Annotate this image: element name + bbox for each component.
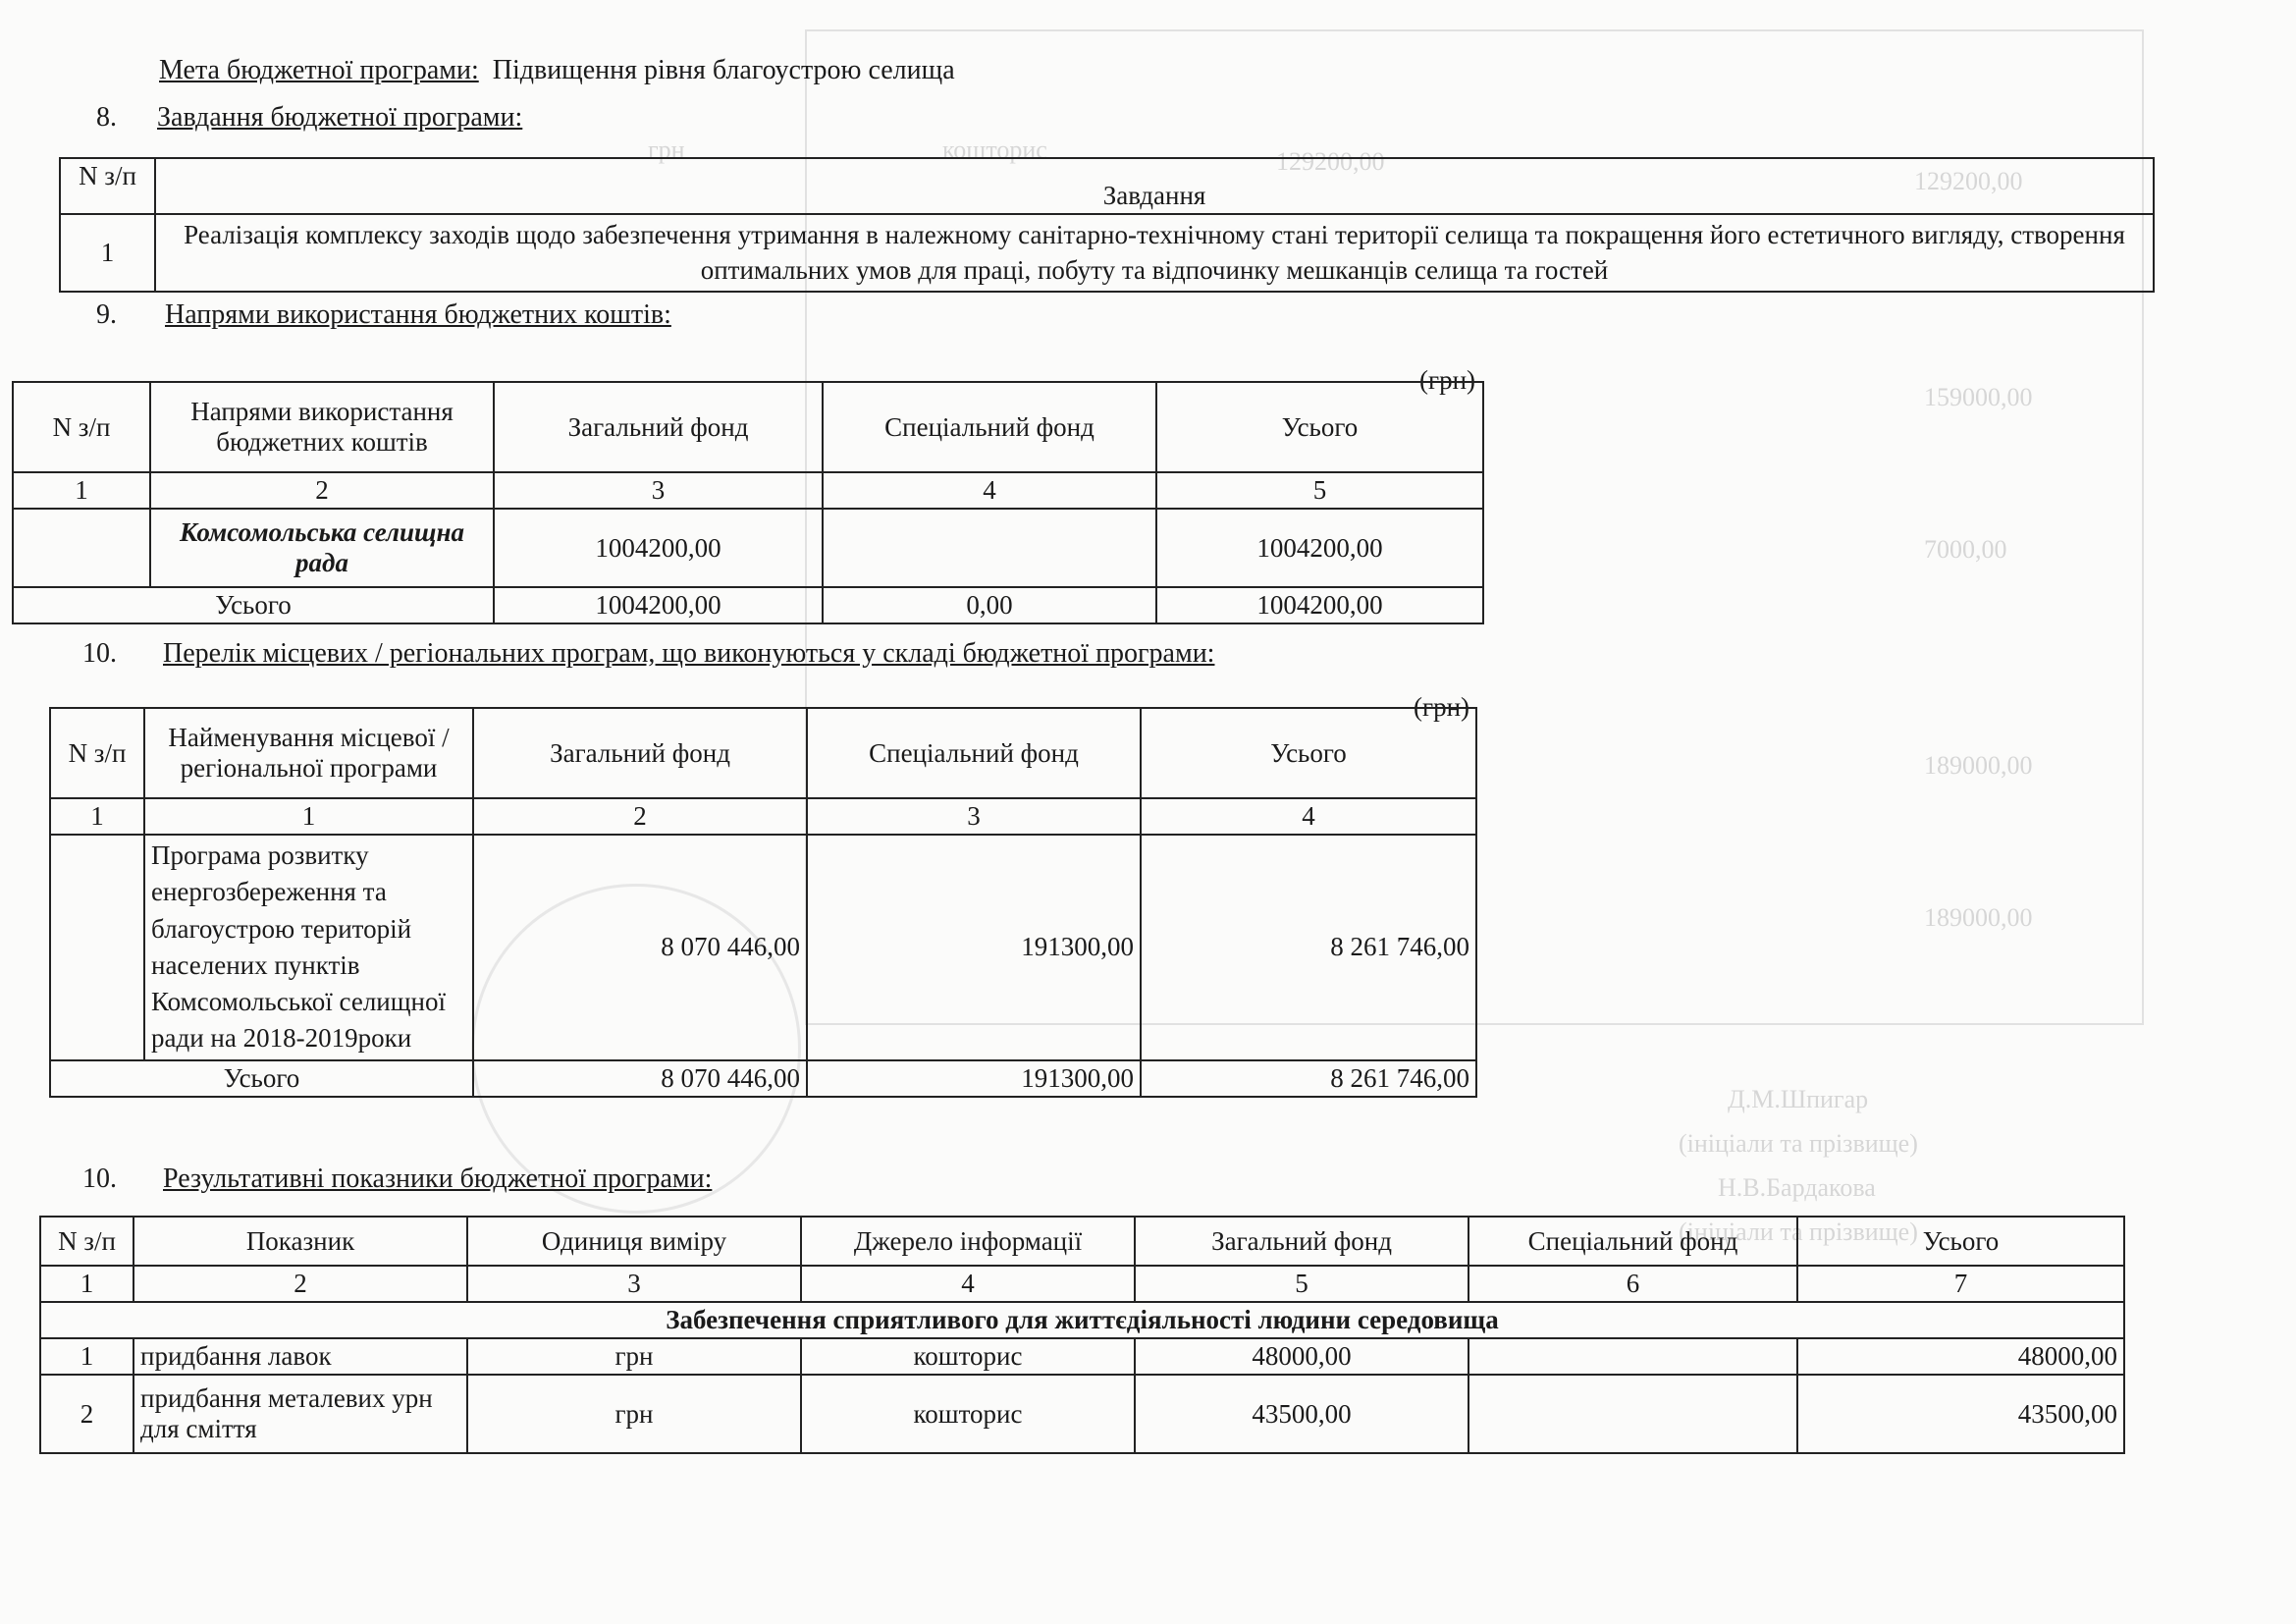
column-number: 5 [1135, 1266, 1468, 1302]
ghost-text: кошторис [942, 135, 1047, 164]
section-10-heading [82, 638, 1214, 670]
table-group-row [40, 1302, 2124, 1338]
ghost-text: 7000,00 [1924, 535, 2007, 564]
column-number: 6 [1468, 1266, 1797, 1302]
table-cell [823, 509, 1156, 587]
table-header-row [50, 708, 1476, 798]
table-cell: 8 070 446,00 [473, 1060, 807, 1097]
section-title: Результативні показники бюджетної програми: [163, 1164, 713, 1194]
table-cell: 0,00 [823, 587, 1156, 623]
header-cell: N з/п [40, 1217, 133, 1266]
ghost-text: 189000,00 [1924, 903, 2033, 932]
table-cell: Комсомольська селищна рада [150, 509, 494, 587]
table-row [13, 509, 1483, 587]
column-number: 1 [50, 798, 144, 835]
column-number: 4 [1141, 798, 1476, 835]
section-number: 10. [82, 1164, 117, 1194]
header-cell: Найменування місцевої / регіональної програми [144, 708, 473, 798]
total-label: Усього [50, 1060, 473, 1097]
section-number: 8. [96, 102, 117, 133]
header-cell: Усього [1156, 382, 1483, 472]
section-10-indicators-heading [82, 1164, 712, 1195]
column-number: 2 [473, 798, 807, 835]
ghost-text: (ініціали та прізвище) [1679, 1218, 1918, 1246]
ghost-text: 159000,00 [1924, 383, 2033, 411]
section-title: Завдання бюджетної програми: [157, 102, 523, 133]
column-number: 3 [494, 472, 823, 509]
program-goal-label: Мета бюджетної програми: [159, 55, 479, 85]
column-number: 7 [1797, 1266, 2124, 1302]
ghost-text: 129200,00 [1914, 167, 2023, 195]
column-number: 3 [467, 1266, 801, 1302]
table-cell: придбання лавок [133, 1338, 467, 1375]
local-programs-table [49, 707, 1477, 1098]
table-header-row [13, 382, 1483, 472]
table-cell: 1004200,00 [494, 509, 823, 587]
table-cell: кошторис [801, 1338, 1135, 1375]
section-8-heading [96, 102, 522, 134]
section-number: 9. [96, 299, 117, 330]
header-cell: Спеціальний фонд [1468, 1217, 1797, 1266]
table-row [50, 835, 1476, 1060]
header-cell: Показник [133, 1217, 467, 1266]
table-cell: Реалізація комплексу заходів щодо забезпечення утримання в належному санітарно-технічному стані території селища та покращення його естетичного вигляду, створення оптимальних умов для праці, побуту та відпочинку мешканців селища та гостей [155, 214, 2154, 292]
unit-label: (грн) [1414, 692, 1470, 722]
header-cell: Усього [1141, 708, 1476, 798]
table-cell: придбання металевих урн для сміття [133, 1375, 467, 1453]
header-cell: Напрями використання бюджетних коштів [150, 382, 494, 472]
table-cell: 48000,00 [1135, 1338, 1468, 1375]
group-heading: Забезпечення сприятливого для життєдіяльності людини середовища [40, 1302, 2124, 1338]
ghost-text: Д.М.Шпигар [1728, 1085, 1869, 1113]
tasks-table [59, 157, 2155, 293]
table-cell: 43500,00 [1135, 1375, 1468, 1453]
table-cell: грн [467, 1338, 801, 1375]
table-number-row [40, 1266, 2124, 1302]
table-cell: 43500,00 [1797, 1375, 2124, 1453]
table-row [40, 1375, 2124, 1453]
table-cell: 1 [40, 1338, 133, 1375]
header-cell: Загальний фонд [473, 708, 807, 798]
header-cell: Одиниця виміру [467, 1217, 801, 1266]
header-cell: Спеціальний фонд [807, 708, 1141, 798]
header-cell: Спеціальний фонд [823, 382, 1156, 472]
ghost-text: 129200,00 [1276, 147, 1385, 176]
column-number: 1 [13, 472, 150, 509]
section-9-heading [96, 299, 671, 331]
table-cell [13, 509, 150, 587]
program-goal-value: Підвищення рівня благоустрою селища [492, 55, 955, 85]
table-cell [1468, 1375, 1797, 1453]
header-cell: N з/п [60, 158, 155, 214]
table-header-row [40, 1217, 2124, 1266]
column-number: 4 [823, 472, 1156, 509]
table-row [40, 1338, 2124, 1375]
column-number: 2 [150, 472, 494, 509]
header-cell: Загальний фонд [494, 382, 823, 472]
table-cell: 1004200,00 [1156, 509, 1483, 587]
ghost-text: грн [648, 135, 685, 164]
table-cell: 1004200,00 [494, 587, 823, 623]
table-total-row [50, 1060, 1476, 1097]
table-total-row [13, 587, 1483, 623]
header-cell: N з/п [50, 708, 144, 798]
total-label: Усього [13, 587, 494, 623]
ghost-text: Н.В.Бардакова [1718, 1173, 1876, 1202]
header-cell: Загальний фонд [1135, 1217, 1468, 1266]
table-cell: Програма розвитку енергозбереження та благоустрою територій населених пунктів Комсомольської селищної ради на 2018-2019роки [144, 835, 473, 1060]
column-number: 5 [1156, 472, 1483, 509]
table-cell: 8 261 746,00 [1141, 1060, 1476, 1097]
table-number-row [13, 472, 1483, 509]
table-cell: 2 [40, 1375, 133, 1453]
ghost-text: 189000,00 [1924, 751, 2033, 780]
program-goal-line [159, 55, 955, 86]
column-number: 3 [807, 798, 1141, 835]
unit-label: (грн) [1419, 365, 1476, 395]
table-cell: 8 261 746,00 [1141, 835, 1476, 1060]
table-cell: 8 070 446,00 [473, 835, 807, 1060]
column-number: 2 [133, 1266, 467, 1302]
table-row [60, 214, 2154, 292]
table-cell: кошторис [801, 1375, 1135, 1453]
header-cell: Джерело інформації [801, 1217, 1135, 1266]
header-cell: N з/п [13, 382, 150, 472]
header-cell: Завдання [155, 158, 2154, 214]
table-cell: 191300,00 [807, 1060, 1141, 1097]
column-number: 4 [801, 1266, 1135, 1302]
section-title: Напрями використання бюджетних коштів: [165, 299, 671, 330]
table-cell: грн [467, 1375, 801, 1453]
table-cell: 1004200,00 [1156, 587, 1483, 623]
column-number: 1 [144, 798, 473, 835]
table-cell [1468, 1338, 1797, 1375]
table-cell: 48000,00 [1797, 1338, 2124, 1375]
table-cell [50, 835, 144, 1060]
performance-indicators-table [39, 1216, 2125, 1454]
table-header-row [60, 158, 2154, 214]
table-number-row [50, 798, 1476, 835]
table-cell: 1 [60, 214, 155, 292]
section-number: 10. [82, 638, 117, 669]
ghost-text: (ініціали та прізвище) [1679, 1129, 1918, 1158]
header-cell: Усього [1797, 1217, 2124, 1266]
budget-directions-table [12, 381, 1484, 624]
column-number: 1 [40, 1266, 133, 1302]
table-cell: 191300,00 [807, 835, 1141, 1060]
section-title: Перелік місцевих / регіональних програм, що виконуються у складі бюджетної програми: [163, 638, 1215, 669]
